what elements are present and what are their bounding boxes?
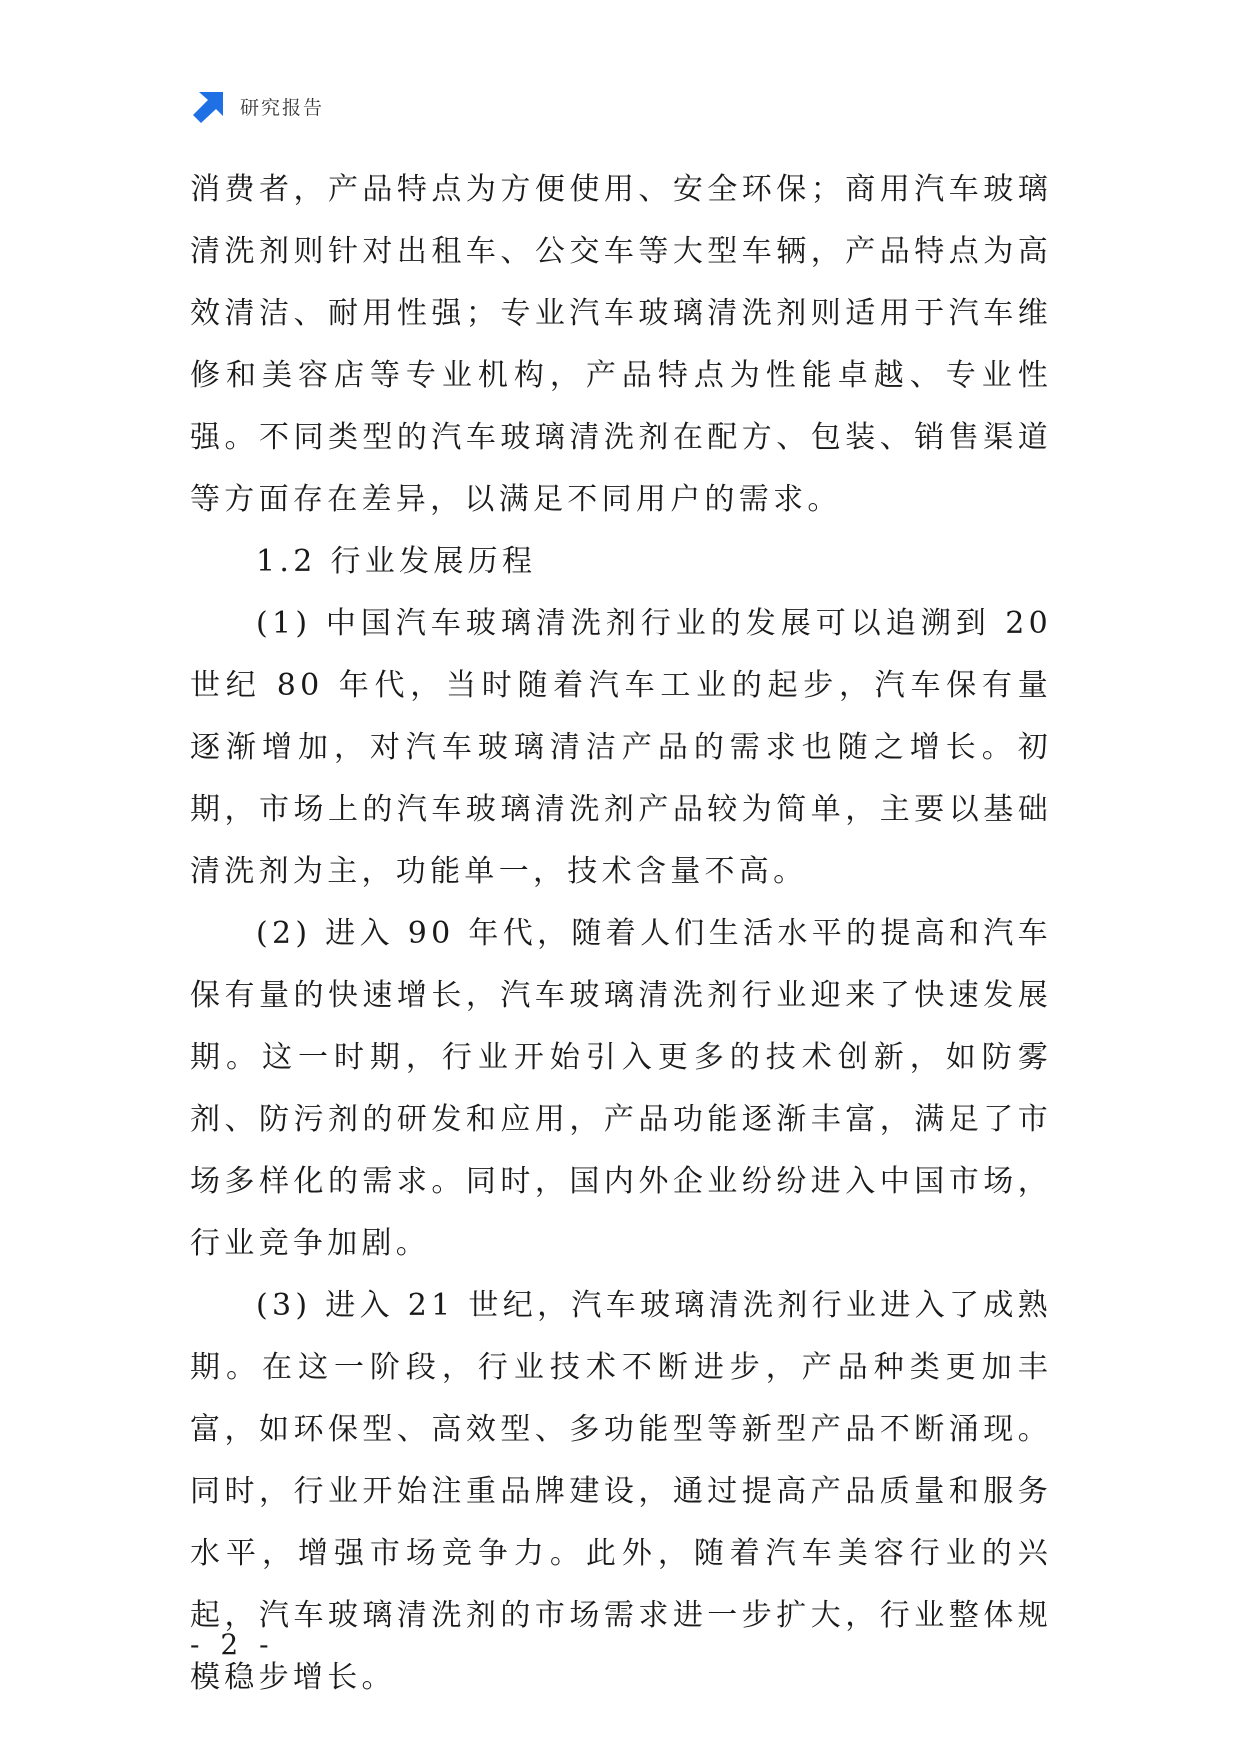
page-number: - 2 - <box>190 1628 275 1661</box>
arrow-logo-icon <box>192 89 226 123</box>
paragraph-history-2: (2) 进入 90 年代，随着人们生活水平的提高和汽车保有量的快速增长，汽车玻璃清洗剂行业迎来了快速发展期。这一时期，行业开始引入更多的技术创新，如防雾剂、防污剂的研发和应用，产品功能逐渐丰富，满足了市场多样化的需求。同时，国内外企业纷纷进入中国市场，行业竞争加剧。 <box>190 916 1052 1261</box>
header-title: 研究报告 <box>240 96 325 119</box>
section-heading: 1.2 行业发展历程 <box>256 544 537 579</box>
paragraph-history-1: (1) 中国汽车玻璃清洗剂行业的发展可以追溯到 20 世纪 80 年代，当时随着汽车工业的起步，汽车保有量逐渐增加，对汽车玻璃清洁产品的需求也随之增长。初期，市场上的汽车玻璃清洗剂产品较为简单，主要以基础清洗剂为主，功能单一，技术含量不高。 <box>190 606 1052 889</box>
paragraph-history-3: (3) 进入 21 世纪，汽车玻璃清洗剂行业进入了成熟期。在这一阶段，行业技术不断进步，产品种类更加丰富，如环保型、高效型、多功能型等新型产品不断涌现。同时，行业开始注重品牌建设，通过提高产品质量和服务水平，增强市场竞争力。此外，随着汽车美容行业的兴起，汽车玻璃清洗剂的市场需求进一步扩大，行业整体规模稳步增长。 <box>190 1288 1052 1695</box>
page-header <box>192 88 324 124</box>
document-body <box>190 159 1052 1709</box>
paragraph-continued: 消费者，产品特点为方便使用、安全环保；商用汽车玻璃清洗剂则针对出租车、公交车等大型车辆，产品特点为高效清洁、耐用性强；专业汽车玻璃清洗剂则适用于汽车维修和美容店等专业机构，产品特点为性能卓越、专业性强。不同类型的汽车玻璃清洗剂在配方、包装、销售渠道等方面存在差异，以满足不同用户的需求。 <box>190 172 1052 517</box>
